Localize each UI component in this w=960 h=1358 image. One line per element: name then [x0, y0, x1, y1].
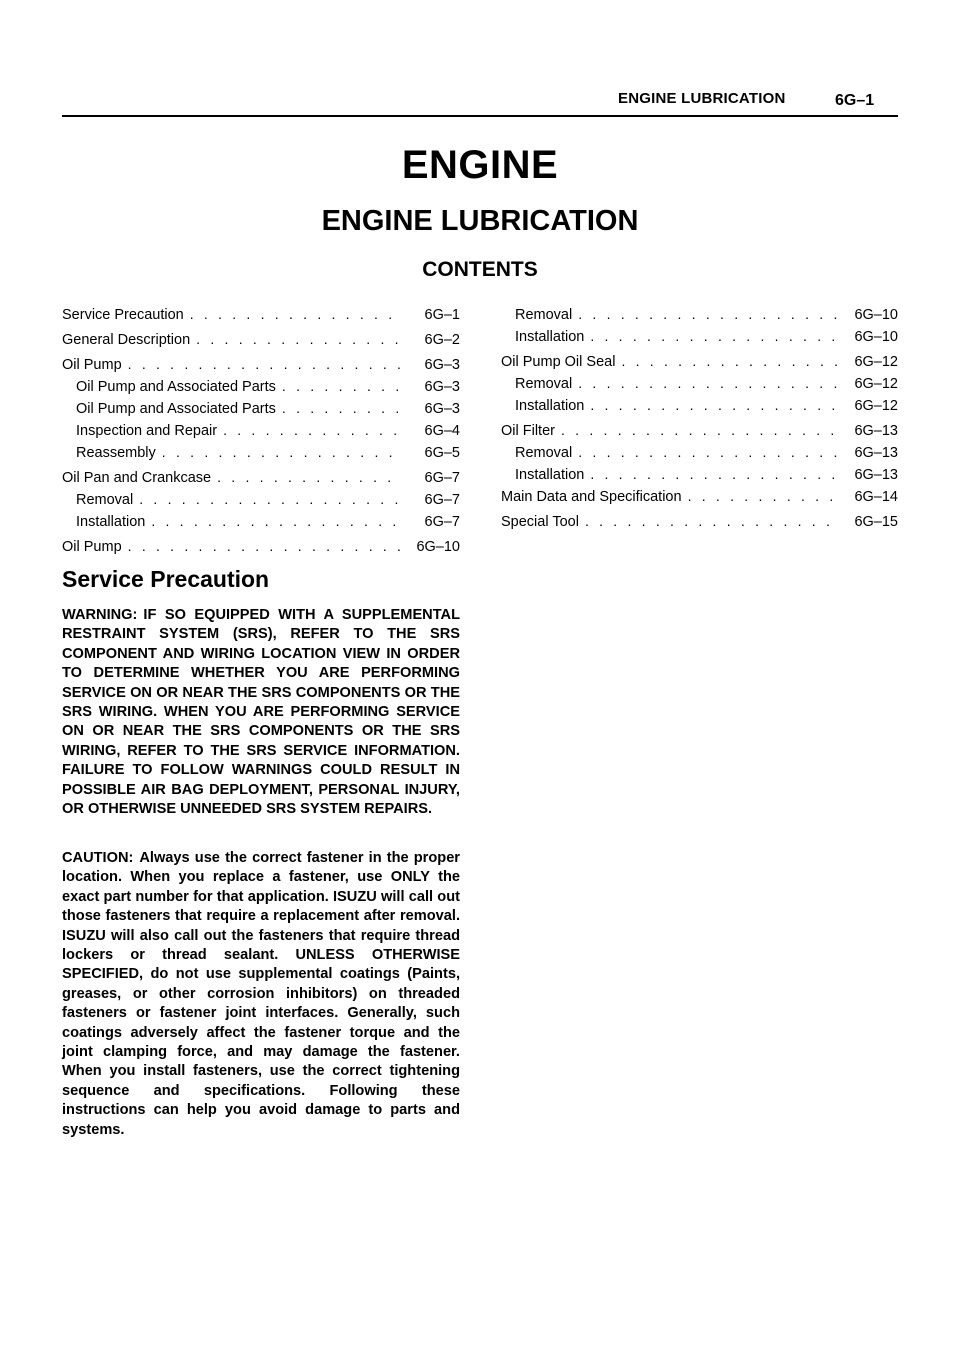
toc-entry-label: Installation	[515, 398, 585, 414]
toc-entry-label: Removal	[76, 492, 134, 508]
toc-entry[interactable]	[62, 397, 460, 419]
toc-entry[interactable]	[62, 353, 460, 375]
toc-entry-label: Oil Pump and Associated Parts	[76, 379, 276, 395]
toc-leader-dots	[151, 510, 402, 532]
toc-right-column	[501, 303, 898, 532]
toc-entry[interactable]	[62, 488, 460, 510]
page-number: 6G–1	[835, 92, 875, 109]
toc-entry[interactable]	[501, 441, 898, 463]
toc-entry-page: 6G–13	[854, 467, 898, 483]
toc-entry[interactable]	[501, 394, 898, 416]
toc-entry-label: Oil Pump Oil Seal	[501, 354, 616, 370]
toc-leader-dots	[590, 463, 840, 485]
toc-leader-dots	[128, 353, 402, 375]
toc-entry-label: Removal	[515, 445, 573, 461]
toc-entry-label: Inspection and Repair	[76, 423, 218, 439]
toc-leader-dots	[561, 419, 840, 441]
contents-heading: CONTENTS	[422, 258, 538, 281]
toc-left-column	[62, 303, 460, 557]
toc-entry-label: Oil Pump	[62, 539, 122, 555]
toc-entry-label: Removal	[515, 307, 573, 323]
caution-label: CAUTION:	[62, 850, 134, 866]
toc-entry[interactable]	[501, 325, 898, 347]
toc-entry-label: Installation	[515, 467, 585, 483]
toc-entry[interactable]	[62, 303, 460, 325]
toc-entry-label: Reassembly	[76, 445, 156, 461]
toc-entry-label: Oil Filter	[501, 423, 555, 439]
toc-entry-label: Oil Pump	[62, 357, 122, 373]
toc-entry-page: 6G–3	[424, 357, 460, 373]
toc-entry-page: 6G–14	[854, 489, 898, 505]
toc-leader-dots	[590, 325, 840, 347]
toc-leader-dots	[578, 372, 840, 394]
toc-entry-label: Main Data and Specification	[501, 489, 682, 505]
warning-notice	[62, 606, 460, 819]
toc-entry[interactable]	[62, 466, 460, 488]
toc-entry-page: 6G–10	[854, 307, 898, 323]
section-title: ENGINE LUBRICATION	[321, 205, 639, 237]
toc-entry-label: Removal	[515, 376, 573, 392]
toc-leader-dots	[282, 397, 402, 419]
toc-leader-dots	[621, 350, 840, 372]
chapter-title: ENGINE	[401, 143, 559, 187]
toc-entry[interactable]	[501, 510, 898, 532]
service-precaution-heading: Service Precaution	[62, 566, 270, 592]
toc-leader-dots	[162, 441, 402, 463]
toc-entry-page: 6G–2	[424, 332, 460, 348]
warning-label: WARNING:	[62, 607, 138, 623]
toc-entry[interactable]	[62, 510, 460, 532]
toc-entry[interactable]	[501, 485, 898, 507]
toc-entry[interactable]	[501, 303, 898, 325]
toc-entry[interactable]	[501, 350, 898, 372]
toc-entry[interactable]	[501, 463, 898, 485]
toc-entry-label: Service Precaution	[62, 307, 184, 323]
toc-entry-page: 6G–3	[424, 401, 460, 417]
toc-entry-label: Oil Pump and Associated Parts	[76, 401, 276, 417]
toc-entry-page: 6G–7	[424, 514, 460, 530]
toc-entry[interactable]	[62, 375, 460, 397]
toc-leader-dots	[128, 535, 402, 557]
toc-entry[interactable]	[501, 372, 898, 394]
toc-entry-page: 6G–12	[854, 398, 898, 414]
header-divider	[62, 115, 898, 117]
toc-entry-label: Installation	[76, 514, 146, 530]
toc-entry-page: 6G–7	[424, 492, 460, 508]
toc-entry[interactable]	[62, 535, 460, 557]
toc-leader-dots	[688, 485, 840, 507]
toc-entry-page: 6G–4	[424, 423, 460, 439]
toc-entry-page: 6G–10	[854, 329, 898, 345]
toc-leader-dots	[282, 375, 402, 397]
toc-entry-page: 6G–13	[854, 423, 898, 439]
toc-leader-dots	[590, 394, 840, 416]
toc-leader-dots	[585, 510, 840, 532]
toc-entry-page: 6G–12	[854, 376, 898, 392]
toc-entry-label: Special Tool	[501, 514, 579, 530]
toc-entry[interactable]	[62, 441, 460, 463]
toc-entry-label: General Description	[62, 332, 191, 348]
caution-text: Always use the correct fastener in the proper location. When you replace a fastener, use ONLY the exact part number for that application. ISUZU will call out those fasteners that require a replacement after removal. ISUZU will also call out the fasteners that require thread lockers or thread sealant. UNLESS OTHERWISE SPECIFIED, do not use supplemental coatings (Paints, greases, or other corrosion inhibitors) on threaded fasteners or fastener joint interfaces. Generally, such coatings adversely affect the fastener torque and the joint clamping force, and may damage the fastener. When you install fasteners, use the correct tightening sequence and specifications. Following these instructions can help you avoid damage to parts and systems.	[62, 850, 460, 1138]
toc-leader-dots	[223, 419, 402, 441]
toc-entry-page: 6G–3	[424, 379, 460, 395]
toc-entry-page: 6G–1	[424, 307, 460, 323]
toc-entry-page: 6G–12	[854, 354, 898, 370]
toc-leader-dots	[196, 328, 402, 350]
toc-entry-page: 6G–15	[854, 514, 898, 530]
toc-entry[interactable]	[62, 419, 460, 441]
running-header-title: ENGINE LUBRICATION	[618, 90, 786, 107]
toc-leader-dots	[139, 488, 402, 510]
caution-notice	[62, 849, 460, 1140]
toc-entry-page: 6G–7	[424, 470, 460, 486]
toc-entry[interactable]	[501, 419, 898, 441]
toc-entry-page: 6G–5	[424, 445, 460, 461]
toc-entry[interactable]	[62, 328, 460, 350]
toc-leader-dots	[190, 303, 402, 325]
toc-entry-page: 6G–13	[854, 445, 898, 461]
toc-leader-dots	[578, 441, 840, 463]
toc-entry-page: 6G–10	[416, 539, 460, 555]
toc-leader-dots	[578, 303, 840, 325]
toc-leader-dots	[217, 466, 402, 488]
toc-entry-label: Oil Pan and Crankcase	[62, 470, 212, 486]
toc-entry-label: Installation	[515, 329, 585, 345]
warning-text: IF SO EQUIPPED WITH A SUPPLEMENTAL RESTRAINT SYSTEM (SRS), REFER TO THE SRS COMPONENT AND WIRING LOCATION VIEW IN ORDER TO DETERMINE WHETHER YOU ARE PERFORMING SERVICE ON OR NEAR THE SRS COMPONENTS OR THE SRS WIRING. WHEN YOU ARE PERFORMING SERVICE ON OR NEAR THE SRS COMPONENTS OR THE SRS WIRING, REFER TO THE SRS SERVICE INFORMATION. FAILURE TO FOLLOW WARNINGS COULD RESULT IN POSSIBLE AIR BAG DEPLOYMENT, PERSONAL INJURY, OR OTHERWISE UNNEEDED SRS SYSTEM REPAIRS.	[62, 607, 460, 818]
